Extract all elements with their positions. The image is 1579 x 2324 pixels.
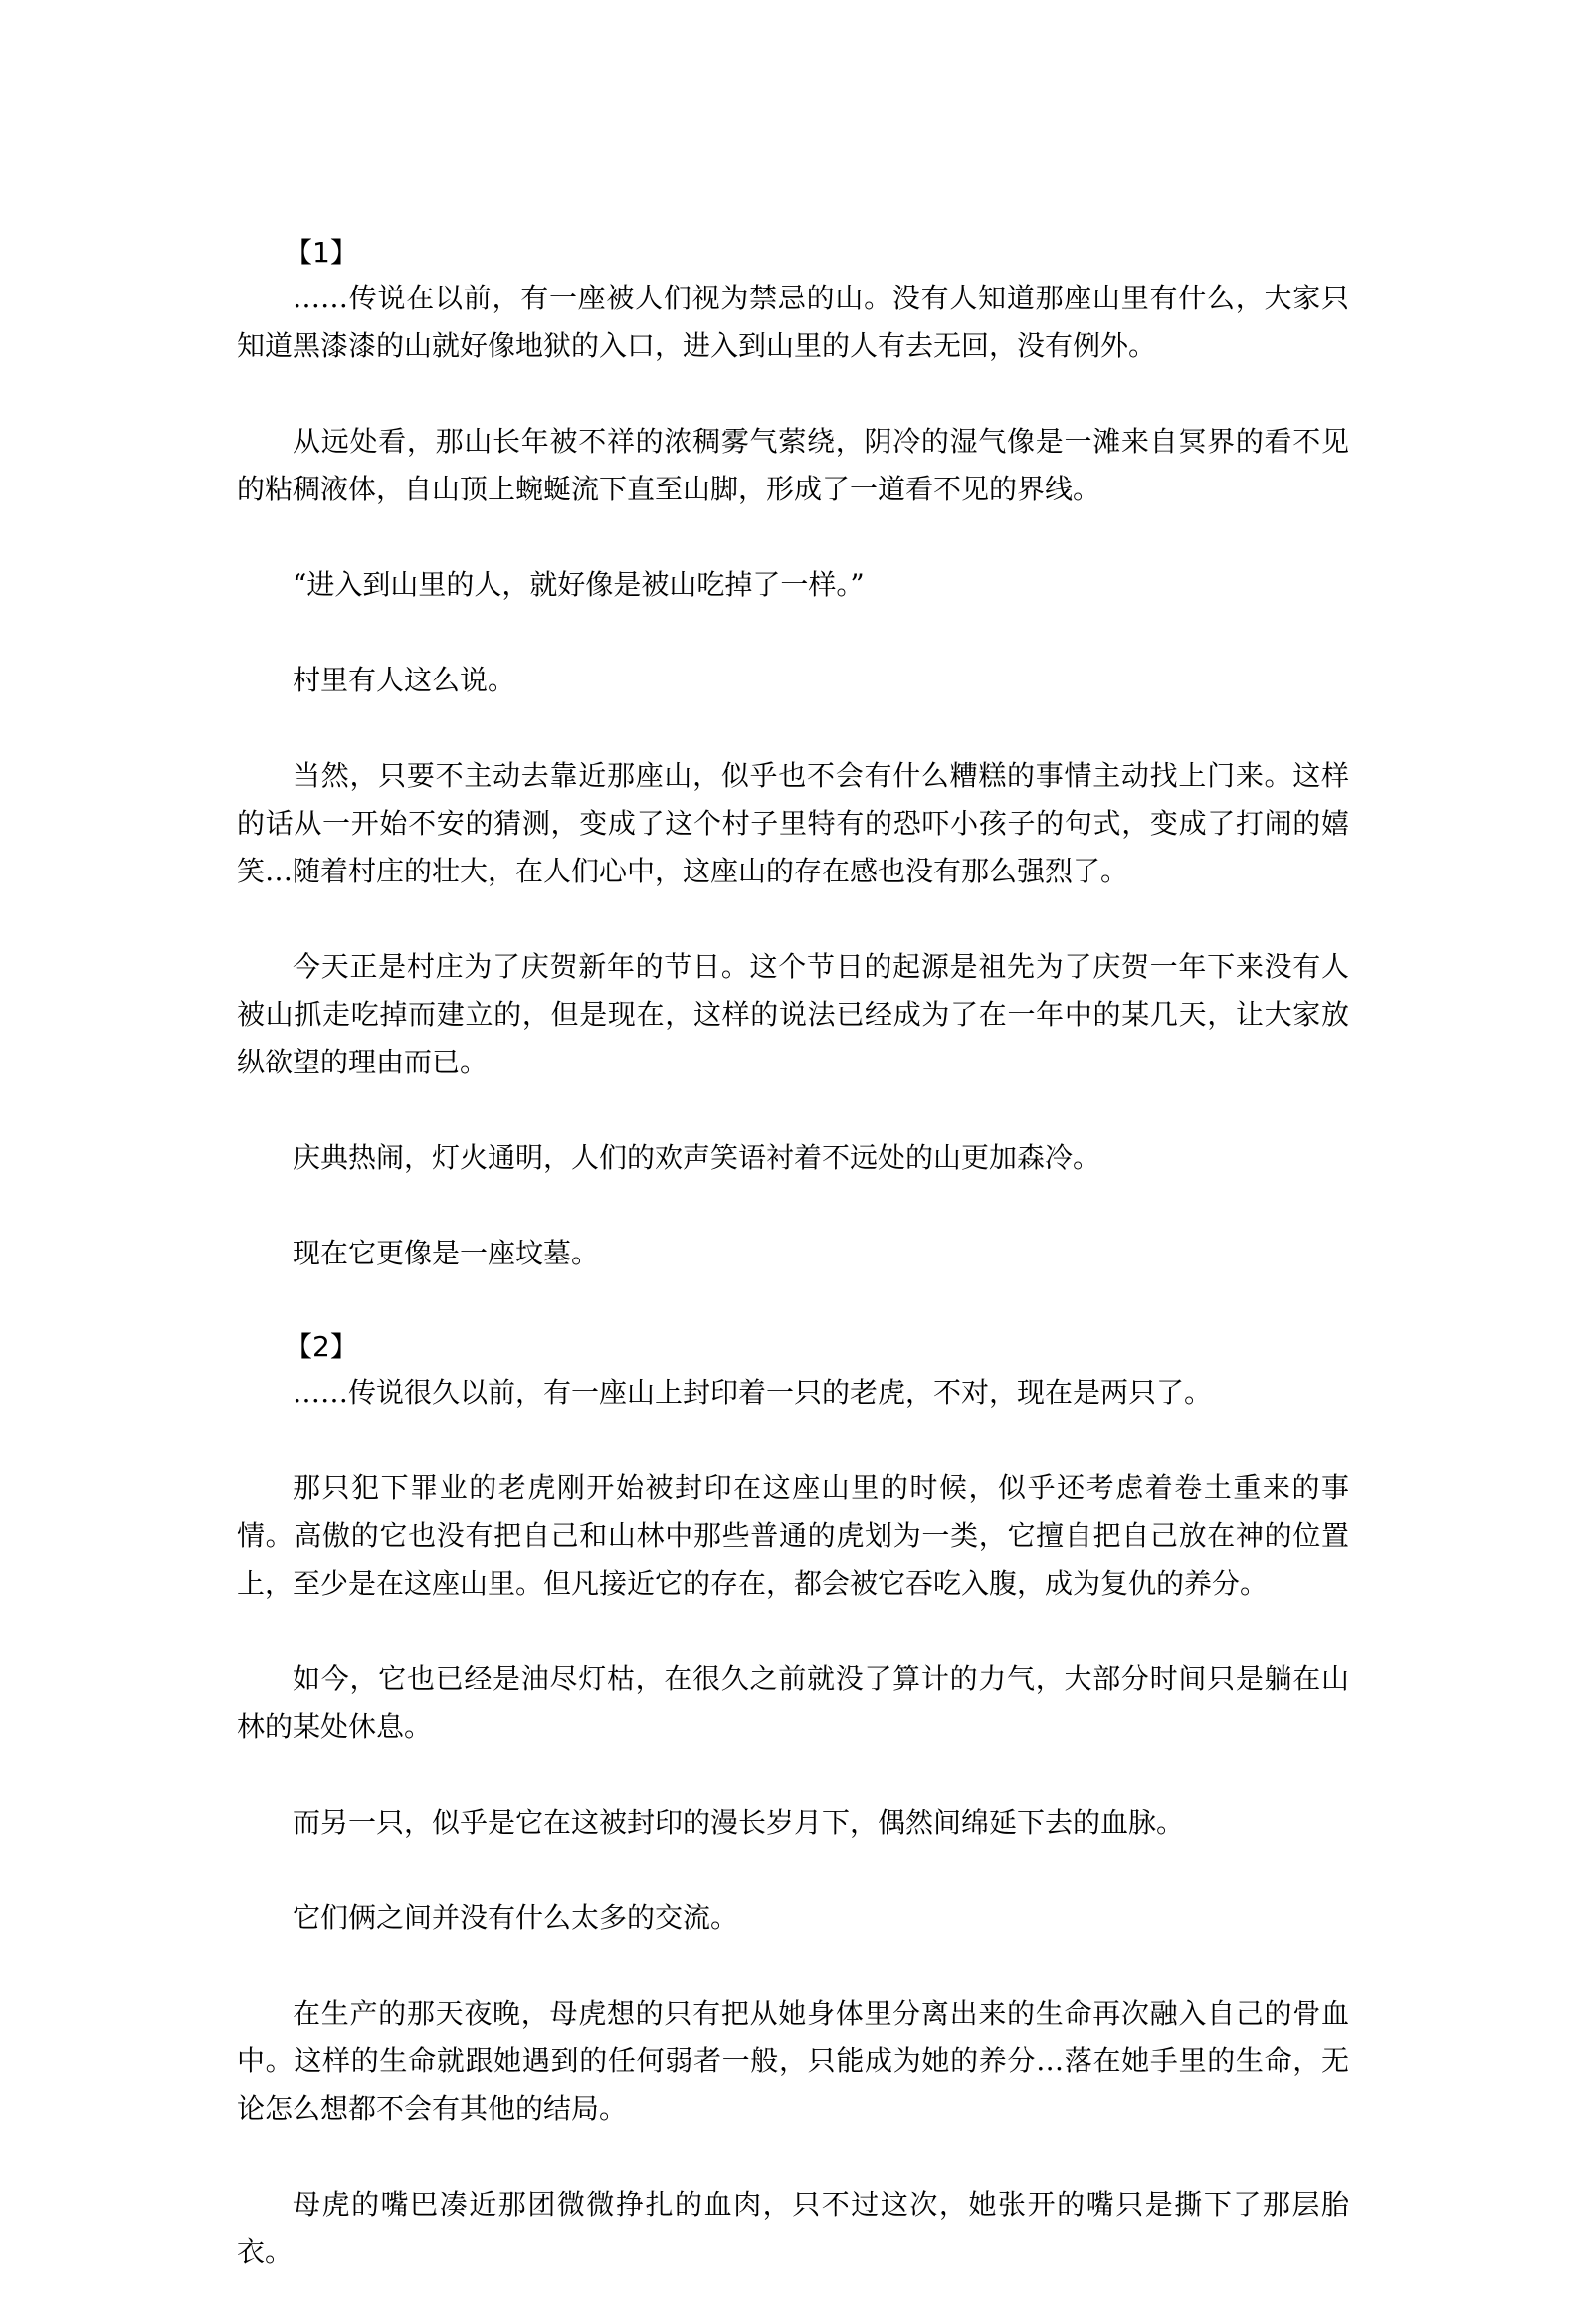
section-1 [237,231,1349,1277]
paragraph: ……传说很久以前，有一座山上封印着一只的老虎，不对，现在是两只了。 [293,1376,1213,1409]
paragraph: 而另一只，似乎是它在这被封印的漫长岁月下，偶然间绵延下去的血脉。 [293,1806,1185,1839]
paragraph: ……传说在以前，有一座被人们视为禁忌的山。没有人知道那座山里有什么，大家只知道黑漆漆的山就好像地狱的入口，进入到山里的人有去无回，没有例外。 [237,282,1349,362]
paragraph: 从远处看，那山长年被不祥的浓稠雾气萦绕，阴冷的湿气像是一滩来自冥界的看不见的粘稠液体，自山顶上蜿蜒流下直至山脚，形成了一道看不见的界线。 [237,425,1349,505]
document-page [237,231,1349,2324]
paragraph: 村里有人这么说。 [293,664,516,696]
paragraph: “进入到山里的人，就好像是被山吃掉了一样。” [293,568,865,601]
paragraph: 如今，它也已经是油尽灯枯，在很久之前就没了算计的力气，大部分时间只是躺在山林的某处休息。 [237,1662,1349,1743]
paragraph: 今天正是村庄为了庆贺新年的节日。这个节日的起源是祖先为了庆贺一年下来没有人被山抓走吃掉而建立的，但是现在，这样的说法已经成为了在一年中的某几天，让大家放纵欲望的理由而已。 [237,950,1349,1078]
section-marker: 【1】 [285,236,358,269]
paragraph: 当然，只要不主动去靠近那座山，似乎也不会有什么糟糕的事情主动找上门来。这样的话从一开始不安的猜测，变成了这个村子里特有的恐吓小孩子的句式，变成了打闹的嬉笑…随着村庄的壮大，在人们心中，这座山的存在感也没有那么强烈了。 [237,759,1349,887]
paragraph: 现在它更像是一座坟墓。 [293,1237,600,1269]
paragraph: 母虎的嘴巴凑近那团微微挣扎的血肉，只不过这次，她张开的嘴只是撕下了那层胎衣。 [237,2188,1349,2268]
paragraph: 在生产的那天夜晚，母虎想的只有把从她身体里分离出来的生命再次融入自己的骨血中。这样的生命就跟她遇到的任何弱者一般，只能成为她的养分…落在她手里的生命，无论怎么想都不会有其他的结局。 [237,1997,1349,2125]
paragraph: 庆典热闹，灯火通明，人们的欢声笑语衬着不远处的山更加森冷。 [293,1141,1101,1174]
paragraph: 它们俩之间并没有什么太多的交流。 [293,1901,739,1934]
paragraph: 那只犯下罪业的老虎刚开始被封印在这座山里的时候，似乎还考虑着卷土重来的事情。高傲的它也没有把自己和山林中那些普通的虎划为一类，它擅自把自己放在神的位置上，至少是在这座山里。但凡接近它的存在，都会被它吞吃入腹，成为复仇的养分。 [237,1471,1349,1600]
section-2 [237,1325,1349,2276]
section-marker: 【2】 [285,1330,358,1363]
